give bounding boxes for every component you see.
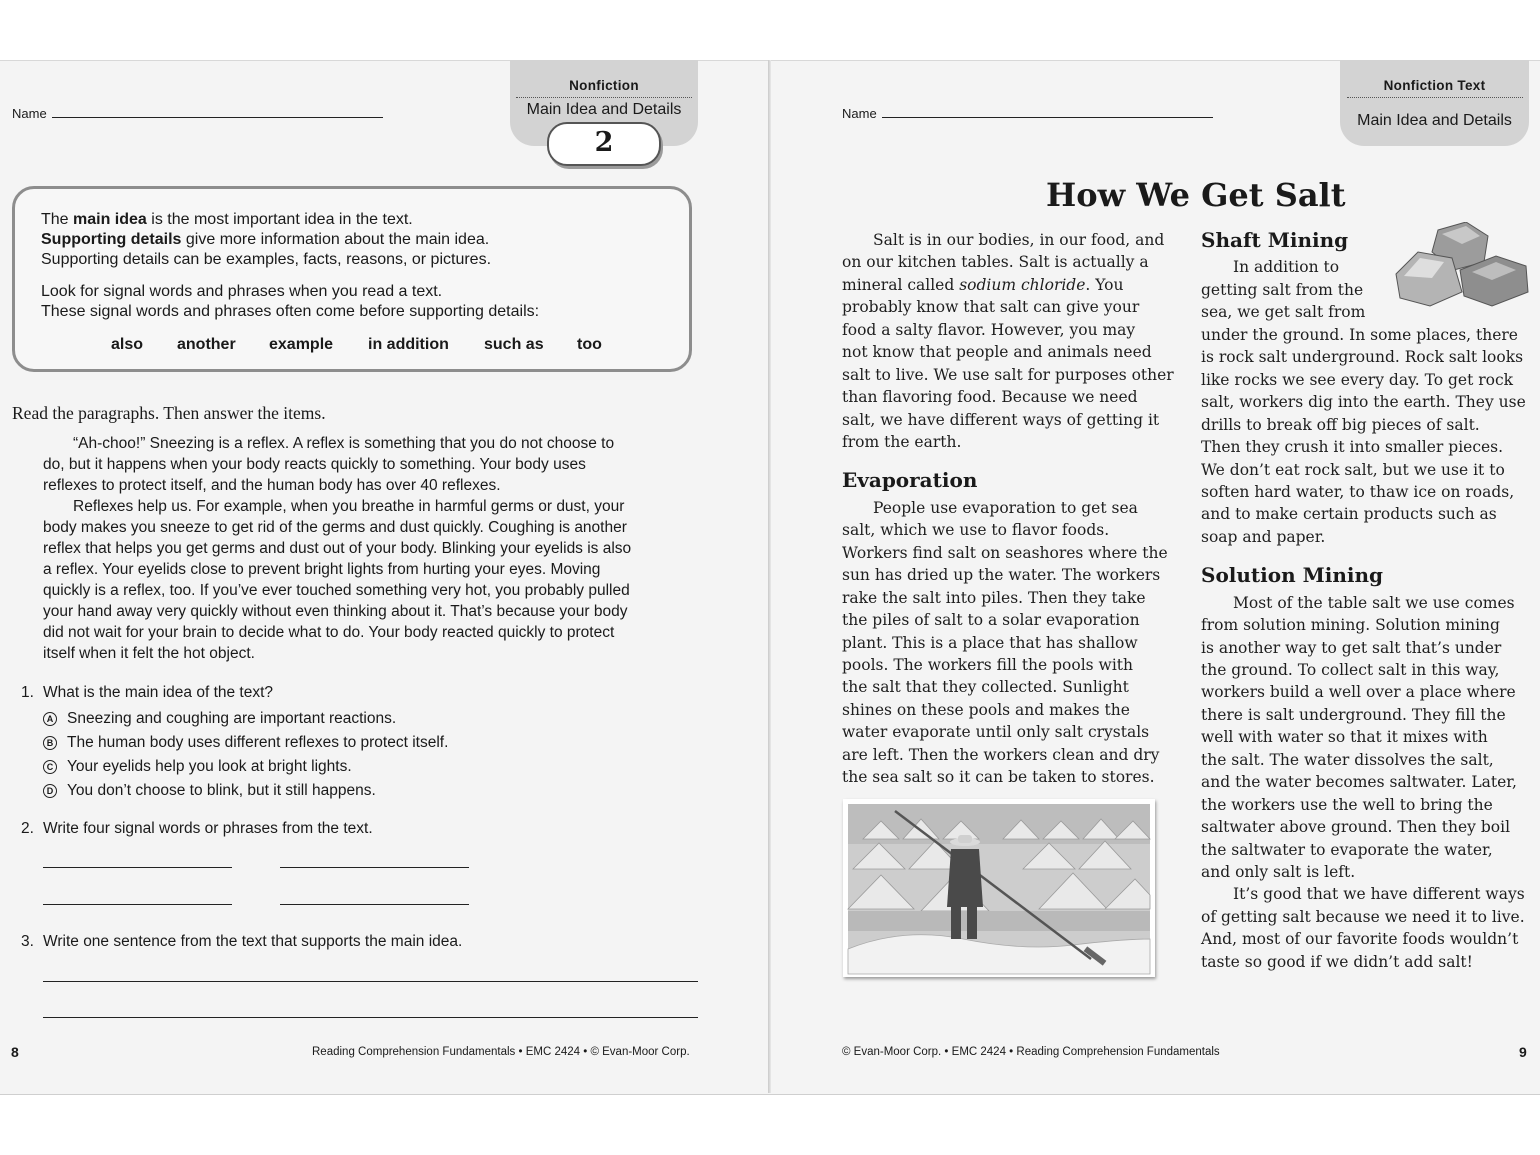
- passage-line: “Ah-choo!” Sneezing is a reflex. A reflex is something that you do not choose to: [73, 435, 615, 452]
- name-line[interactable]: [52, 117, 383, 118]
- tab-title: Nonfiction: [569, 78, 639, 93]
- intro-line: not know that people and animals need: [842, 343, 1152, 361]
- question-2-text: Write four signal words or phrases from the text.: [43, 820, 373, 837]
- info-line-main-idea: The main idea is the most important idea in the text.: [41, 211, 413, 228]
- evaporation-line: the piles of salt to a solar evaporation: [842, 611, 1140, 629]
- solution-line: and only salt is left.: [1201, 863, 1356, 881]
- tab-subtitle: Main Idea and Details: [526, 101, 682, 118]
- answer-bubble[interactable]: A: [43, 712, 57, 726]
- solution-line: the workers use the well to bring the: [1201, 796, 1493, 814]
- shaft-line: under the ground. In some places, there: [1201, 326, 1518, 344]
- solution-line: from solution mining. Solution mining: [1201, 616, 1500, 634]
- shaft-line: is rock salt underground. Rock salt looks: [1201, 348, 1524, 366]
- passage-line: quickly is a reflex, too. If you’ve ever touched something very hot, you probably pulled: [43, 582, 630, 599]
- passage-line: body makes you sneeze to get rid of the germs and dust quickly. Coughing is another: [43, 519, 627, 536]
- answer-line[interactable]: [280, 904, 469, 905]
- solution-line: Most of the table salt we use comes: [1233, 594, 1515, 612]
- passage-line: itself when it felt the hot object.: [43, 645, 255, 662]
- passage-line: your hand away very quickly without even thinking about it. That’s because your body: [43, 603, 628, 620]
- evaporation-line: are left. Then the workers clean and dry: [842, 746, 1160, 764]
- tab-subtitle: Main Idea and Details: [1357, 112, 1512, 129]
- passage-line: reflexes to protect itself, and the human body has over 40 reflexes.: [43, 477, 501, 494]
- answer-bubble[interactable]: B: [43, 736, 57, 750]
- shaft-line: getting salt from the: [1201, 281, 1364, 299]
- instructions: Read the paragraphs. Then answer the items.: [12, 403, 326, 423]
- answer-option-d[interactable]: D You don’t choose to blink, but it still happens.: [43, 782, 376, 800]
- solution-line: taste so good if we didn’t add salt!: [1201, 953, 1473, 971]
- question-1-number: 1.: [21, 684, 34, 701]
- tab-divider: [516, 97, 692, 98]
- page-number: 9: [1519, 1044, 1527, 1060]
- answer-line[interactable]: [43, 867, 232, 868]
- evaporation-line: shines on these pools and makes the: [842, 701, 1130, 719]
- intro-line: salt to live. We use salt for purposes other: [842, 366, 1174, 384]
- answer-bubble[interactable]: C: [43, 760, 57, 774]
- name-label: Name: [842, 106, 877, 121]
- signal-word: example: [269, 336, 334, 353]
- passage-line: Reflexes help us. For example, when you breathe in harmful germs or dust, your: [73, 498, 625, 515]
- tab-divider: [1347, 97, 1523, 98]
- solution-line: is another way to get salt that’s under: [1201, 639, 1502, 657]
- shaft-line: sea, we get salt from: [1201, 303, 1366, 321]
- intro-line: mineral called sodium chloride. You: [842, 276, 1124, 294]
- answer-line[interactable]: [280, 867, 469, 868]
- evaporation-line: rake the salt into piles. Then they take: [842, 589, 1146, 607]
- salt-field-photo: [843, 799, 1155, 977]
- shaft-line: soap and paper.: [1201, 528, 1326, 546]
- signal-word: another: [177, 336, 236, 353]
- solution-line: the ground. To collect salt in this way,: [1201, 661, 1500, 679]
- solution-line: It’s good that we have different ways: [1233, 885, 1525, 903]
- solution-line: there is salt underground. They fill the: [1201, 706, 1506, 724]
- evaporation-line: People use evaporation to get sea: [873, 499, 1138, 517]
- intro-line: salt, we have different ways of getting it: [842, 411, 1160, 429]
- solution-line: the salt. The water dissolves the salt,: [1201, 751, 1494, 769]
- shaft-line: and to make certain products such as: [1201, 505, 1497, 523]
- signal-word: in addition: [368, 336, 449, 353]
- page-number: 8: [11, 1044, 19, 1060]
- evaporation-heading: Evaporation: [842, 468, 978, 492]
- solution-line: And, most of our favorite foods wouldn’t: [1201, 930, 1519, 948]
- solution-line: well with water so that it mixes with: [1201, 728, 1488, 746]
- book-gutter: [768, 60, 771, 1093]
- rock-salt-image: [1392, 222, 1532, 314]
- question-3-number: 3.: [21, 933, 34, 950]
- signal-word: also: [111, 336, 144, 353]
- intro-line: Salt is in our bodies, in our food, and: [873, 231, 1165, 249]
- shaft-line: drills to break off big pieces of salt.: [1201, 416, 1480, 434]
- shaft-line: Then they crush it into smaller pieces.: [1201, 438, 1504, 456]
- info-line-signal-words: Look for signal words and phrases when you read a text.: [41, 283, 443, 300]
- shaft-line: like rocks we see every day. To get rock: [1201, 371, 1514, 389]
- solution-line: the saltwater to evaporate the water,: [1201, 841, 1493, 859]
- name-label: Name: [12, 106, 47, 121]
- intro-line: from the earth.: [842, 433, 962, 451]
- article-title: How We Get Salt: [1046, 176, 1346, 214]
- category-tab: [1340, 60, 1529, 146]
- info-line-signal-phrases: These signal words and phrases often come before supporting details:: [41, 303, 540, 320]
- answer-option-c[interactable]: C Your eyelids help you look at bright lights.: [43, 758, 352, 776]
- answer-line[interactable]: [43, 981, 698, 982]
- question-2-number: 2.: [21, 820, 34, 837]
- question-1-text: What is the main idea of the text?: [43, 684, 274, 701]
- intro-line: food a salty flavor. However, you may: [842, 321, 1136, 339]
- info-line-examples: Supporting details can be examples, facts, reasons, or pictures.: [41, 251, 492, 268]
- page-footer: Reading Comprehension Fundamentals • EMC 2424 • © Evan-Moor Corp.: [312, 1046, 690, 1058]
- evaporation-line: sun has dried up the water. The workers: [842, 566, 1161, 584]
- question-3-text: Write one sentence from the text that supports the main idea.: [43, 933, 463, 950]
- shaft-line: soften hard water, to thaw ice on roads,: [1201, 483, 1515, 501]
- lesson-number-badge: 2: [547, 122, 661, 166]
- signal-word: such as: [484, 336, 544, 353]
- tab-title: Nonfiction Text: [1383, 78, 1486, 93]
- passage-line: a reflex. Your eyelids close to prevent bright lights from hurting your eyes. Moving: [43, 561, 601, 578]
- solution-line: saltwater above ground. Then they boil: [1201, 818, 1511, 836]
- answer-line[interactable]: [43, 1017, 698, 1018]
- info-line-supporting-details: Supporting details give more information about the main idea.: [41, 231, 490, 248]
- answer-line[interactable]: [43, 904, 232, 905]
- evaporation-line: plant. This is a place that has shallow: [842, 634, 1138, 652]
- solution-line: workers build a well over a place where: [1201, 683, 1516, 701]
- solution-line: of getting salt because we need it to live.: [1201, 908, 1525, 926]
- passage-line: reflex that helps you get germs and dust out of your body. Blinking your eyelids is also: [43, 540, 632, 557]
- passage-line: do, but it happens when your body reacts quickly to something. Your body uses: [43, 456, 586, 473]
- name-line[interactable]: [882, 117, 1213, 118]
- shaft-mining-heading: Shaft Mining: [1201, 228, 1349, 252]
- evaporation-line: water evaporate until only salt crystals: [842, 723, 1150, 741]
- intro-line: on our kitchen tables. Salt is actually a: [842, 253, 1149, 271]
- evaporation-line: the salt that they collected. Sunlight: [842, 678, 1129, 696]
- evaporation-line: the sea salt so it can be taken to stores.: [842, 768, 1155, 786]
- evaporation-line: salt, which we use to flavor foods.: [842, 521, 1110, 539]
- shaft-line: salt, workers dig into the earth. They use: [1201, 393, 1526, 411]
- page-footer: © Evan-Moor Corp. • EMC 2424 • Reading Comprehension Fundamentals: [842, 1046, 1220, 1058]
- signal-word: too: [577, 336, 602, 353]
- answer-option-a[interactable]: A Sneezing and coughing are important reactions.: [43, 710, 396, 728]
- evaporation-line: pools. The workers fill the pools with: [842, 656, 1133, 674]
- solution-line: and the water becomes saltwater. Later,: [1201, 773, 1517, 791]
- intro-line: probably know that salt can give your: [842, 298, 1140, 316]
- shaft-line: In addition to: [1233, 258, 1340, 276]
- passage-line: did not wait for your brain to decide what to do. Your body reacted quickly to protect: [43, 624, 615, 641]
- shaft-line: We don’t eat rock salt, but we use it to: [1201, 461, 1505, 479]
- answer-bubble[interactable]: D: [43, 784, 57, 798]
- solution-mining-heading: Solution Mining: [1201, 563, 1384, 587]
- intro-line: than flavoring food. Because we need: [842, 388, 1138, 406]
- answer-option-b[interactable]: B The human body uses different reflexes to protect itself.: [43, 734, 448, 752]
- evaporation-line: Workers find salt on seashores where the: [842, 544, 1168, 562]
- main-idea-info-box: [12, 186, 692, 372]
